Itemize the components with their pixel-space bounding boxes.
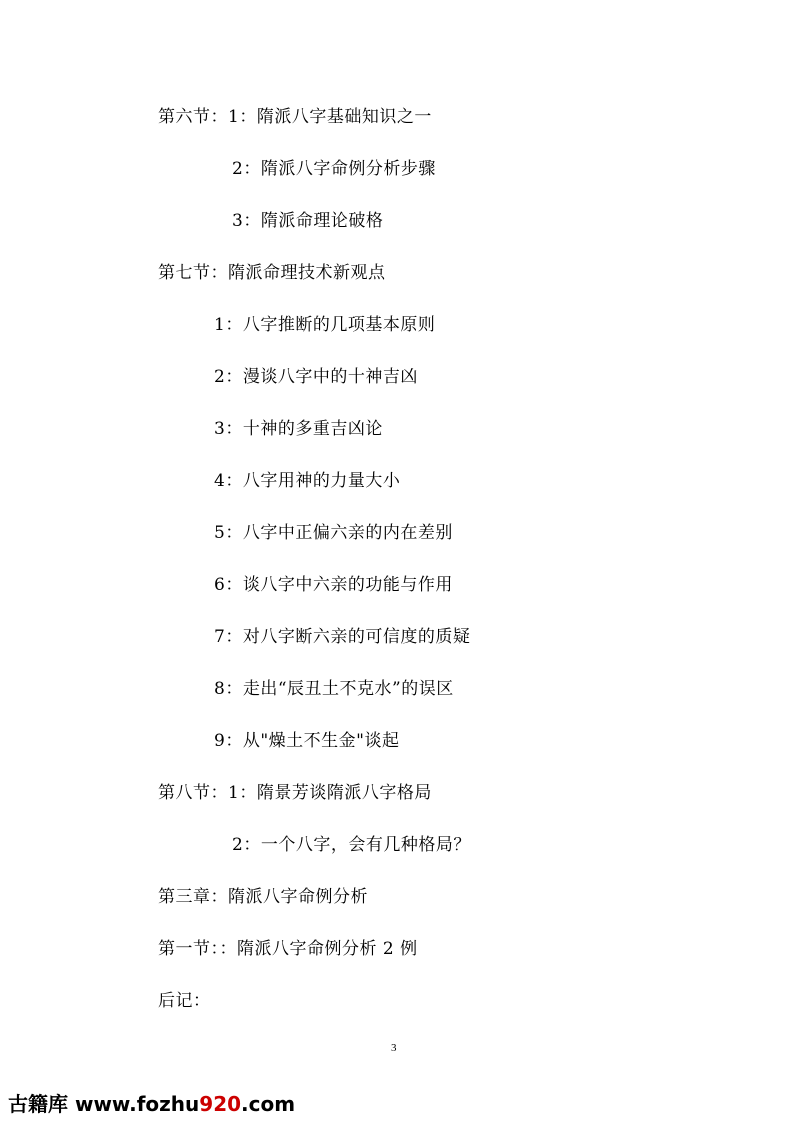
- page-number: 3: [391, 1042, 397, 1054]
- toc-line-section7-item3: 3：十神的多重吉凶论: [214, 419, 383, 439]
- toc-line-section7-item4: 4：八字用神的力量大小: [214, 471, 401, 491]
- toc-line-section7-item5: 5：八字中正偏六亲的内在差别: [214, 523, 453, 543]
- footer-watermark: [8, 1088, 295, 1117]
- footer-site-part-b: 920: [199, 1092, 242, 1116]
- footer-brand: 古籍库: [8, 1092, 75, 1116]
- toc-line-section6-item3: 3：隋派命理论破格: [232, 211, 384, 231]
- toc-line-section8-item1: 第八节：1：隋景芳谈隋派八字格局: [158, 783, 432, 803]
- toc-line-section7-item7: 7：对八字断六亲的可信度的质疑: [214, 627, 471, 647]
- toc-line-section7-item1: 1：八字推断的几项基本原则: [214, 315, 436, 335]
- toc-line-section7-title: 第七节：隋派命理技术新观点: [158, 263, 386, 283]
- footer-site-part-a: www.fozhu: [74, 1092, 200, 1116]
- toc-line-section7-item2: 2：漫谈八字中的十神吉凶: [214, 367, 418, 387]
- toc-line-afterword: 后记：: [158, 991, 211, 1011]
- toc-line-section7-item8: 8：走出“辰丑土不克水”的误区: [214, 679, 454, 699]
- toc-line-section6-item1: 第六节：1：隋派八字基础知识之一: [158, 107, 432, 127]
- toc-line-section7-item9: 9：从"燥土不生金"谈起: [214, 731, 400, 751]
- toc-line-section6-item2: 2：隋派八字命例分析步骤: [232, 159, 436, 179]
- toc-line-section7-item6: 6：谈八字中六亲的功能与作用: [214, 575, 453, 595]
- footer-site-part-c: .com: [241, 1092, 296, 1116]
- toc-line-section8-item2: 2：一个八字，会有几种格局？: [232, 835, 471, 855]
- toc-line-chapter3-title: 第三章：隋派八字命例分析: [158, 887, 368, 907]
- toc-line-chapter3-section1: 第一节：：隋派八字命例分析 2 例: [158, 939, 418, 959]
